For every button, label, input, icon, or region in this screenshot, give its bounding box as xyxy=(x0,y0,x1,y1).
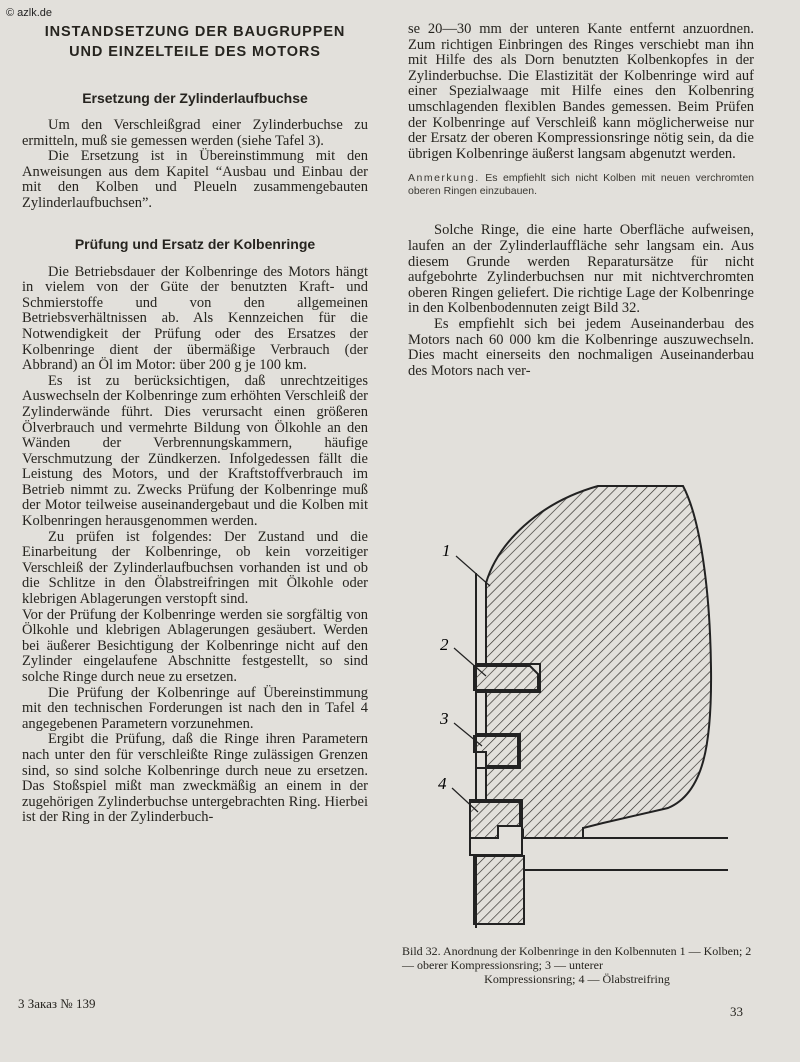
leader-line xyxy=(456,556,490,586)
caption-line-1: Bild 32. Anordnung der Kolbenringe in den Kolbennuten 1 — Kolben; 2 — oberer Kompressionsring; 3 — unterer xyxy=(402,944,752,972)
title-line-2: UND EINZELTEILE DES MOTORS xyxy=(69,44,321,60)
label-2: 2 xyxy=(440,635,449,654)
label-1: 1 xyxy=(442,541,451,560)
title-line-1: INSTANDSETZUNG DER BAUGRUPPEN xyxy=(44,24,346,40)
paragraph: se 20—30 mm der unteren Kante entfernt anzuordnen. Zum richtigen Einbringen des Ringes verschiebt man ihn mit Hilfe des als Dorn benutzten Kolbenkopfes in der Zylinderbuchse. Die Elastizität der Kolbenringe wird auf einer Spezialwaage mit Hilfe eines den Kolbenring umschlagenden flexiblen Bandes gemessen. Beim Prüfen der Kolbenringe auf Verschleiß kann möglicherweise nur der Ersatz der oberen Kompressionsringe nötig sein, da die übrigen Kolbenringe äußerst langsam abgenutzt werden. xyxy=(408,21,754,162)
leader-line xyxy=(454,648,486,676)
note xyxy=(408,172,754,197)
label-3: 3 xyxy=(440,709,449,728)
section-heading-cylinder-liner: Ersetzung der Zylinderlaufbuchse xyxy=(82,90,308,106)
page-title xyxy=(22,22,368,62)
section-heading-piston-rings: Prüfung und Ersatz der Kolbenringe xyxy=(74,235,316,252)
paragraph: Die Ersetzung ist in Übereinstimmung mit den Anweisungen aus dem Kapitel “Ausbau und Einbau der mit den Kolben und Pleueln zusammengebauten Zylinderlaufbuchsen”. xyxy=(22,148,368,211)
piston-body xyxy=(486,486,711,838)
right-column xyxy=(408,22,754,379)
paragraph: Solche Ringe, die eine harte Oberfläche aufweisen, laufen an der Zylinderlauffläche sehr langsam ein. Aus diesem Grunde werden Reparatursätze für nicht aufgebohrte Zylinderbuchsen nur mit nichtverchromten oberen Ringen geliefert. Die richtige Lage der Kolbenringe in den Kolbenbodennuten zeigt Bild 32. xyxy=(408,222,754,317)
note-text: Es empfiehlt sich nicht Kolben mit neuen verchromten oberen Ringen einzubauen. xyxy=(408,172,755,197)
piston-ring-diagram xyxy=(428,478,728,928)
label-4: 4 xyxy=(438,774,447,793)
paragraph: Ergibt die Prüfung, daß die Ringe ihren Parametern nach unter den für verschleißte Ringe zulässigen Grenzen sind, so sind solche Kolbenringe durch neue zu ersetzen. Das Stoßspiel mißt man zweckmäßig an einem in der zugehörigen Zylinderbuchse untergebrachten Ring. Hierbei ist der Ring in der Zylinderbuch- xyxy=(22,731,368,826)
top-compression-ring xyxy=(474,666,538,690)
left-column xyxy=(22,22,368,826)
paragraph: Die Betriebsdauer der Kolbenringe des Motors hängt in vielem von der Güte der benutzten Kraft- und Schmierstoffe und von den allgemeinen Betriebsverhältnissen ab. Als Kennzeichen für die Notwendigkeit der Prüfung oder des Ersatzes der Kolbenringe dient der übermäßige Verbrauch (der Abbrand) an Öl im Motor: über 200 g je 100 km. xyxy=(22,263,368,374)
caption-line-2: Kompressionsring; 4 — Ölabstreifring xyxy=(484,972,670,986)
paragraph: Es empfiehlt sich bei jedem Auseinanderbau des Motors nach 60 000 km die Kolbenringe auszuwechseln. Dies macht einerseits den nochmaligen Auseinanderbau des Motors nach ver- xyxy=(408,315,754,379)
watermark: © azlk.de xyxy=(6,7,53,19)
paragraph: Um den Verschleißgrad einer Zylinderbuchse zu ermitteln, muß sie gemessen werden (siehe Tafel 3). xyxy=(22,117,368,149)
paragraph: Vor der Prüfung der Kolbenringe werden sie sorgfältig von Ölkohle und klebrigen Ablagerungen gesäubert. Werden bei äußerer Besichtigung der Kolbenringe nicht auf den Zylinder eingelaufene Abschnitte festgestellt, so sind solche Ringe durch neue zu ersetzen. xyxy=(22,606,368,685)
note-label: Anmerkung. xyxy=(408,172,480,185)
page-number: 33 xyxy=(730,1004,743,1019)
footer-order-number: 3 Заказ № 139 xyxy=(18,996,96,1011)
paragraph: Es ist zu berücksichtigen, daß unrechtzeitiges Auswechseln der Kolbenringe zum erhöhten Verschleiß der Zylinderwände führt. Dies verursacht einen größeren Ölverbrauch und vermehrte Bildung von Ölkohle an den Wänden der Verbrennungskammern, häufige Verschmutzung der Zündkerzen. Infolgedessen fällt die Leistung des Motors, und der Kraftstoffverbrauch im Betrieb nimmt zu. Zwecks Prüfung der Kolbenringe muß der Motor teilweise auseinandergebaut und die Kolben mit Kolbenringen herausgenommen werden. xyxy=(22,372,368,530)
paragraph: Die Prüfung der Kolbenringe auf Übereinstimmung mit den technischen Forderungen ist nach den in Tafel 4 angegebenen Parametern vorzunehmen. xyxy=(22,684,368,732)
figure-caption xyxy=(402,944,752,986)
paragraph: Zu prüfen ist folgendes: Der Zustand und die Einarbeitung der Kolbenringe, ob kein vorzeitiger Verschleiß der Zylinderlaufbuchsen vorhanden ist und ob die Schlitze in den Ölabstreifringen mit Ölkohle oder klebrigen Ablagerungen verstopft sind. xyxy=(22,528,368,608)
piston-skirt xyxy=(474,856,524,924)
